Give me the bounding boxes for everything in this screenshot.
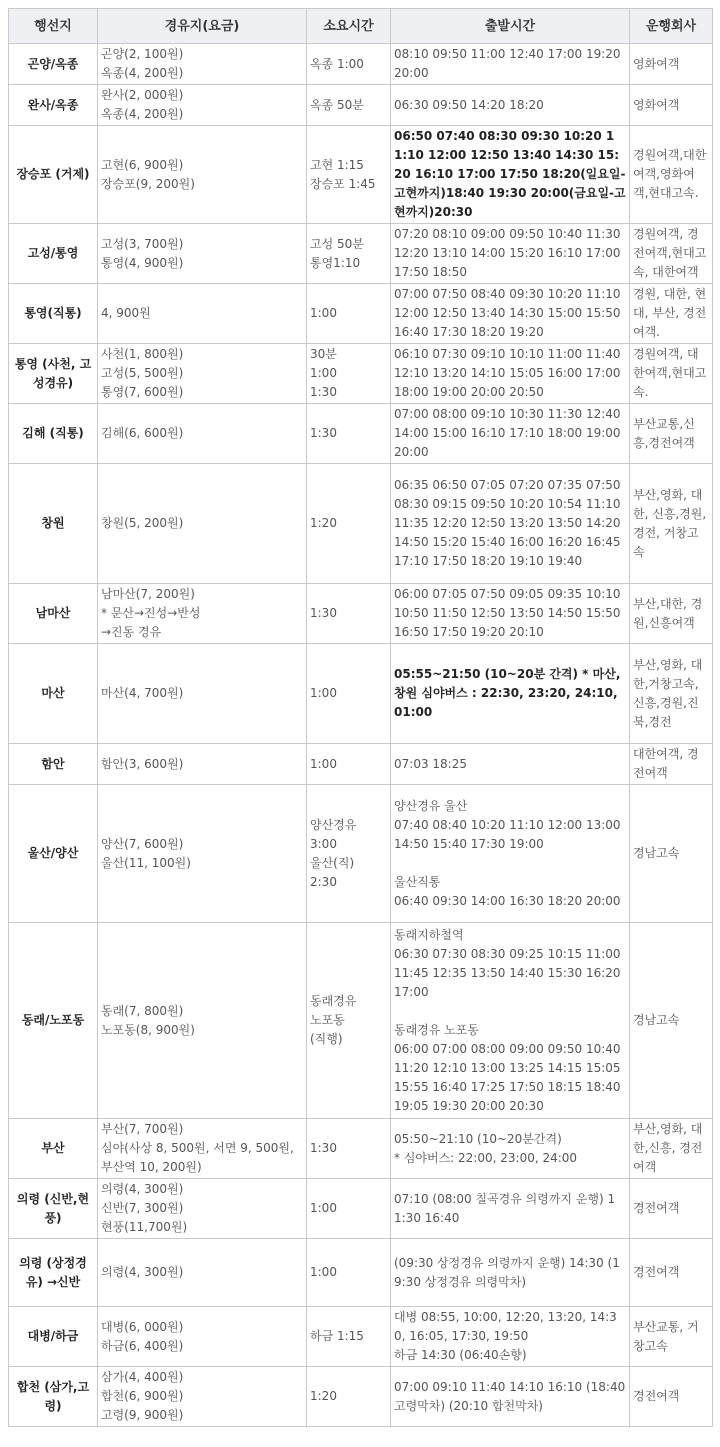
text-line: →진동 경유 — [101, 625, 162, 639]
text-line: 통영(7, 600원) — [101, 385, 184, 399]
duration-cell — [307, 224, 391, 284]
departure-times-cell — [391, 224, 630, 284]
departure-times-cell — [391, 644, 630, 744]
bus-schedule-table — [8, 8, 713, 1427]
departure-times-cell — [391, 1307, 630, 1367]
route-fare-cell — [98, 464, 307, 584]
duration-cell — [307, 44, 391, 85]
text-line: 06:30 07:30 08:30 09:25 10:15 11:00 11:45 12:35 13:50 14:40 15:30 16:20 17:00 — [394, 946, 621, 999]
text-line: 고성 50분 — [310, 236, 364, 251]
bus-company-cell: 영화여객 — [630, 44, 713, 85]
text-line: 1:30 — [310, 606, 337, 620]
schedule-body — [9, 44, 713, 1427]
text-line: 1:00 — [310, 306, 337, 320]
text-line: 05:50~21:10 (10~20분간격) — [394, 1131, 562, 1146]
text-line: 07:00 08:00 09:10 10:30 11:30 12:40 14:00 15:00 16:10 17:10 18:00 19:00 20:00 — [394, 407, 621, 459]
route-fare-cell — [98, 923, 307, 1119]
destination-cell: 창원 — [9, 464, 98, 584]
bus-company-cell: 경원여객,대한여객,영화여객,현대고속. — [630, 126, 713, 224]
duration-cell — [307, 464, 391, 584]
header-departure-times: 출발시간 — [391, 9, 630, 44]
table-row — [9, 224, 713, 284]
text-line: 고성(5, 500원) — [101, 366, 184, 380]
departure-times-cell — [391, 1367, 630, 1427]
text-line: 07:10 (08:00 칠곡경유 의령까지 운행) 11:30 16:40 — [394, 1191, 616, 1225]
text-line: 05:55~21:50 (10~20분 간격) * 마산, 창원 심야버스 : 22:30, 23:20, 24:10, 01:00 — [394, 667, 621, 719]
route-fare-cell — [98, 1239, 307, 1307]
bus-company-cell: 부산교통, 거창고속 — [630, 1307, 713, 1367]
header-duration: 소요시간 — [307, 9, 391, 44]
departure-times-cell — [391, 785, 630, 923]
text-line: 1:00 — [310, 756, 337, 771]
route-fare-cell — [98, 44, 307, 85]
text-line: 옥종 1:00 — [310, 56, 364, 71]
departure-times-cell — [391, 85, 630, 126]
bus-company-cell: 경전여객 — [630, 1239, 713, 1307]
text-line: 06:00 07:00 08:00 09:00 09:50 10:40 11:20 12:10 13:00 13:25 14:15 15:05 15:55 16:40 17:25 17:50 18:15 18:40 19:05 19:30 20:00 20:30 — [394, 1041, 621, 1113]
header-route-fare: 경유지(요금) — [98, 9, 307, 44]
bus-company-cell: 부산,영화, 대한,거창고속,신흥,경원,진북,경전 — [630, 644, 713, 744]
duration-cell — [307, 1119, 391, 1179]
header-destination: 행선지 — [9, 9, 98, 44]
table-row — [9, 85, 713, 126]
text-line: 대병(6, 000원) — [101, 1319, 184, 1334]
text-line: 06:40 09:30 14:00 16:30 18:20 20:00 — [394, 893, 621, 908]
departure-times-cell — [391, 44, 630, 85]
destination-cell: 마산 — [9, 644, 98, 744]
table-row — [9, 1367, 713, 1427]
text-line: 마산(4, 700원) — [101, 686, 184, 700]
destination-cell: 동래/노포동 — [9, 923, 98, 1119]
duration-cell — [307, 1179, 391, 1239]
text-line: 합천(6, 900원) — [101, 1389, 184, 1403]
text-line: 양산(7, 600원) — [101, 836, 184, 851]
text-line: 06:50 07:40 08:30 09:30 10:20 11:10 12:00 12:50 13:40 14:30 15:20 16:10 17:00 17:50 18:20(일요일-고현까지)18:40 19:30 20:00(금요일-고현까지)20:30 — [394, 129, 626, 219]
route-fare-cell — [98, 584, 307, 644]
route-fare-cell — [98, 785, 307, 923]
table-row — [9, 126, 713, 224]
text-line: 07:00 09:10 11:40 14:10 16:10 (18:40 고령막차) (20:10 합천막차) — [394, 1379, 626, 1413]
route-fare-cell — [98, 1307, 307, 1367]
departure-times-cell — [391, 1119, 630, 1179]
text-line: 고령(9, 900원) — [101, 1408, 184, 1422]
text-line: 고성(3, 700원) — [101, 236, 184, 251]
text-line: 06:35 06:50 07:05 07:20 07:35 07:50 08:30 09:15 09:50 10:20 10:54 11:10 11:35 12:20 12:50 13:20 13:50 14:20 14:50 15:20 15:40 16:00 16:20 16:45 17:10 17:50 18:20 19:10 19:40 — [394, 478, 621, 568]
bus-company-cell: 영화여객 — [630, 85, 713, 126]
text-line: 1:20 — [310, 1389, 337, 1403]
duration-cell — [307, 584, 391, 644]
duration-cell — [307, 344, 391, 404]
table-row — [9, 284, 713, 344]
blank-line — [394, 1002, 626, 1021]
duration-cell — [307, 1239, 391, 1307]
text-line: 울산(11, 100원) — [101, 855, 191, 870]
text-line: 양산경유 — [310, 817, 357, 832]
text-line: 4, 900원 — [101, 306, 151, 320]
route-fare-cell — [98, 1367, 307, 1427]
bus-company-cell: 대한여객, 경전여객 — [630, 744, 713, 785]
destination-cell: 김해 (직통) — [9, 404, 98, 464]
text-line: 옥종 50분 — [310, 97, 364, 112]
text-line: 삼가(4, 400원) — [101, 1370, 184, 1384]
departure-times-cell — [391, 923, 630, 1119]
text-line: 창원(5, 200원) — [101, 516, 184, 530]
text-line: 부산(7, 700원) — [101, 1122, 184, 1136]
text-line: 07:40 08:40 10:20 11:10 12:00 13:00 14:50 15:40 17:30 19:00 — [394, 817, 621, 851]
route-fare-cell — [98, 1179, 307, 1239]
duration-cell — [307, 284, 391, 344]
text-line: 07:20 08:10 09:00 09:50 10:40 11:30 12:20 13:10 14:00 15:20 16:10 17:00 17:50 18:50 — [394, 227, 621, 279]
text-line: 07:03 18:25 — [394, 756, 467, 771]
text-line: 하금 14:30 (06:40손향) — [394, 1348, 527, 1362]
text-line: 옥종(4, 200원) — [101, 107, 184, 121]
table-row — [9, 1179, 713, 1239]
text-line: 옥종(4, 200원) — [101, 66, 184, 80]
destination-cell: 완사/옥종 — [9, 85, 98, 126]
route-fare-cell — [98, 126, 307, 224]
duration-cell — [307, 1367, 391, 1427]
destination-cell: 남마산 — [9, 584, 98, 644]
text-line: 동래(7, 800원) — [101, 1003, 184, 1018]
text-line: 울산(직) — [310, 855, 355, 870]
text-line: 양산경유 울산 — [394, 798, 468, 813]
bus-company-cell: 경원, 대한, 현대, 부산, 경전여객. — [630, 284, 713, 344]
table-row — [9, 1119, 713, 1179]
text-line: 06:00 07:05 07:50 09:05 09:35 10:10 10:50 11:50 12:50 13:50 14:50 15:50 16:50 17:50 19:20 20:10 — [394, 587, 621, 639]
departure-times-cell — [391, 1239, 630, 1307]
duration-cell — [307, 644, 391, 744]
text-line: 동래경유 — [310, 994, 357, 1008]
text-line: 사천(1, 800원) — [101, 347, 184, 361]
departure-times-cell — [391, 1179, 630, 1239]
text-line: 1:30 — [310, 385, 337, 399]
table-row — [9, 344, 713, 404]
route-fare-cell — [98, 404, 307, 464]
departure-times-cell — [391, 404, 630, 464]
route-fare-cell — [98, 224, 307, 284]
bus-company-cell: 부산,영화, 대한, 신흥,경원, 경전, 거창고속 — [630, 464, 713, 584]
header-bus-company: 운행회사 — [630, 9, 713, 44]
bus-company-cell: 부산교통,신흥,경전여객 — [630, 404, 713, 464]
route-fare-cell — [98, 344, 307, 404]
text-line: 동래지하철역 — [394, 927, 464, 942]
text-line: 1:30 — [310, 426, 337, 440]
text-line: 하금(6, 400원) — [101, 1338, 184, 1353]
text-line: 고현 1:15 — [310, 157, 364, 172]
departure-times-cell — [391, 584, 630, 644]
text-line: 대병 08:55, 10:00, 12:20, 13:20, 14:30, 16:05, 17:30, 19:50 — [394, 1310, 617, 1343]
route-fare-cell — [98, 284, 307, 344]
text-line: 고현(6, 900원) — [101, 157, 184, 172]
duration-cell — [307, 1307, 391, 1367]
text-line: * 심야버스: 22:00, 23:00, 24:00 — [394, 1150, 578, 1165]
route-fare-cell — [98, 85, 307, 126]
text-line: 하금 1:15 — [310, 1329, 364, 1343]
table-row — [9, 785, 713, 923]
text-line: 1:00 — [310, 686, 337, 700]
header-row — [9, 9, 713, 44]
text-line: 심야(사상 8, 500원, 서면 9, 500원, 부산역 10, 200원) — [101, 1141, 294, 1174]
text-line: 함안(3, 600원) — [101, 756, 184, 771]
table-row — [9, 44, 713, 85]
text-line: 장승포(9, 200원) — [101, 176, 195, 191]
text-line: 의령(4, 300원) — [101, 1182, 184, 1196]
table-row — [9, 464, 713, 584]
text-line: 1:20 — [310, 516, 337, 530]
duration-cell — [307, 923, 391, 1119]
text-line: 남마산(7, 200원) — [101, 587, 195, 601]
destination-cell: 함안 — [9, 744, 98, 785]
text-line: 의령(4, 300원) — [101, 1265, 184, 1279]
bus-company-cell: 경남고속 — [630, 923, 713, 1119]
bus-company-cell: 경원여객, 대한여객,현대고속. — [630, 344, 713, 404]
text-line: (09:30 상정경유 의령까지 운행) 14:30 (19:30 상정경유 의령막차) — [394, 1255, 620, 1289]
route-fare-cell — [98, 1119, 307, 1179]
duration-cell — [307, 744, 391, 785]
text-line: 동래경유 노포동 — [394, 1022, 479, 1037]
text-line: 완사(2, 000원) — [101, 88, 184, 102]
text-line: 1:00 — [310, 366, 337, 380]
text-line: 통영(4, 900원) — [101, 255, 184, 270]
bus-company-cell: 경남고속 — [630, 785, 713, 923]
text-line: 1:00 — [310, 1201, 337, 1215]
bus-company-cell: 부산,대한, 경원,신흥여객 — [630, 584, 713, 644]
route-fare-cell — [98, 744, 307, 785]
text-line: 3:00 — [310, 836, 337, 851]
departure-times-cell — [391, 126, 630, 224]
destination-cell: 곤양/옥종 — [9, 44, 98, 85]
text-line: 2:30 — [310, 874, 337, 889]
duration-cell — [307, 85, 391, 126]
text-line: 통영1:10 — [310, 255, 361, 270]
bus-company-cell: 경전여객 — [630, 1367, 713, 1427]
text-line: 30분 — [310, 347, 337, 361]
text-line: 장승포 1:45 — [310, 176, 376, 191]
text-line: 김해(6, 600원) — [101, 426, 184, 440]
text-line: 현풍(11,700원) — [101, 1220, 188, 1234]
table-row — [9, 1307, 713, 1367]
text-line: 노포동(8, 900원) — [101, 1022, 195, 1037]
duration-cell — [307, 785, 391, 923]
text-line: 1:00 — [310, 1265, 337, 1279]
text-line: 곤양(2, 100원) — [101, 47, 184, 61]
departure-times-cell — [391, 284, 630, 344]
text-line: 노포동 — [310, 1013, 345, 1027]
duration-cell — [307, 404, 391, 464]
route-fare-cell — [98, 644, 307, 744]
table-row — [9, 1239, 713, 1307]
table-row — [9, 923, 713, 1119]
destination-cell: 부산 — [9, 1119, 98, 1179]
destination-cell: 통영 (사천, 고성경유) — [9, 344, 98, 404]
blank-line — [394, 854, 626, 873]
bus-company-cell: 경전여객 — [630, 1179, 713, 1239]
destination-cell: 합천 (삼가,고령) — [9, 1367, 98, 1427]
table-row — [9, 744, 713, 785]
destination-cell: 장승포 (거제) — [9, 126, 98, 224]
duration-cell — [307, 126, 391, 224]
text-line: 1:30 — [310, 1141, 337, 1155]
text-line: (직행) — [310, 1032, 343, 1046]
text-line: 08:10 09:50 11:00 12:40 17:00 19:20 20:00 — [394, 47, 621, 80]
table-row — [9, 644, 713, 744]
text-line: 06:30 09:50 14:20 18:20 — [394, 97, 544, 112]
table-row — [9, 404, 713, 464]
departure-times-cell — [391, 464, 630, 584]
text-line: 06:10 07:30 09:10 10:10 11:00 11:40 12:10 13:20 14:10 15:05 16:00 17:00 18:00 19:00 20:00 20:50 — [394, 347, 621, 399]
destination-cell: 울산/양산 — [9, 785, 98, 923]
text-line: 울산직통 — [394, 874, 441, 889]
bus-company-cell: 경원여객, 경전여객,현대고속, 대한여객 — [630, 224, 713, 284]
text-line: * 문산→진성→반성 — [101, 606, 201, 620]
departure-times-cell — [391, 344, 630, 404]
text-line: 07:00 07:50 08:40 09:30 10:20 11:10 12:00 12:50 13:40 14:30 15:00 15:50 16:40 17:30 18:20 19:20 — [394, 287, 621, 339]
bus-company-cell: 부산,영화, 대한,신흥, 경전여객 — [630, 1119, 713, 1179]
destination-cell: 대병/하금 — [9, 1307, 98, 1367]
departure-times-cell — [391, 744, 630, 785]
table-row — [9, 584, 713, 644]
destination-cell: 고성/통영 — [9, 224, 98, 284]
destination-cell: 의령 (신반,현풍) — [9, 1179, 98, 1239]
destination-cell: 의령 (상정경유) →신반 — [9, 1239, 98, 1307]
destination-cell: 통영(직통) — [9, 284, 98, 344]
text-line: 신반(7, 300원) — [101, 1201, 184, 1215]
